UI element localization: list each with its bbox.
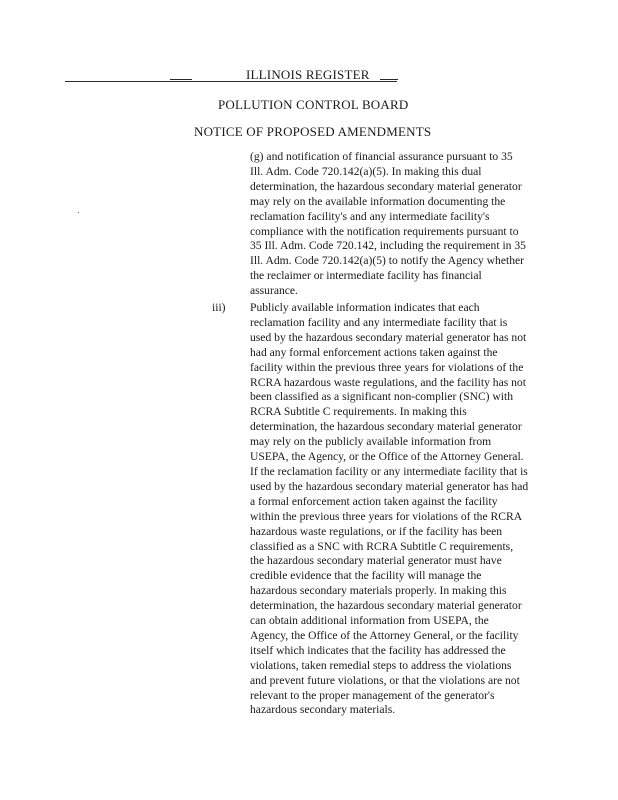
header-rule-tick-right [380,79,398,80]
text-line: used by the hazardous secondary material generator has had [250,479,529,493]
register-title: ILLINOIS REGISTER [246,67,370,82]
header-rule-tick-left [170,79,192,80]
text-line: had any formal enforcement actions taken against the [250,345,498,359]
text-line: reclamation facility's and any intermediate facility's [250,209,490,223]
text-line: may rely on the available information documenting the [250,194,506,208]
text-line: violations, taken remedial steps to address the violations [250,658,512,672]
text-line: (g) and notification of financial assurance pursuant to 35 [250,150,513,163]
text-line: determination, the hazardous secondary material generator [250,599,522,613]
text-line: a formal enforcement action taken against the facility [250,494,498,508]
text-line: hazardous secondary materials properly. In making this [250,584,507,598]
text-line: credible evidence that the facility will manage the [250,569,482,583]
text-line: hazardous secondary materials. [250,703,396,717]
text-line: may rely on the publicly available information from [250,435,492,449]
text-line: compliance with the notification requirements pursuant to [250,224,519,238]
header-rule [65,81,397,82]
text-line: determination, the hazardous secondary material generator [250,179,522,193]
board-title: POLLUTION CONTROL BOARD [218,97,409,112]
item-iii-marker: iii) [212,301,226,314]
text-line: and prevent future violations, or that the violations are not [250,673,520,687]
scan-speck [78,212,79,213]
text-line: facility within the previous three years for violations of the [250,360,524,374]
text-line: itself which indicates that the facility has addressed the [250,643,506,657]
text-line: USEPA, the Agency, or the Office of the Attorney General. [250,450,524,464]
text-line: the hazardous secondary material generator must have [250,554,502,568]
text-line: Publicly available information indicates that each [250,301,480,314]
text-line: been classified as a significant non-complier (SNC) with [250,390,514,404]
text-line: If the reclamation facility or any intermediate facility that is [250,464,528,478]
item-iii-paragraph [250,301,542,718]
text-line: the reclaimer or intermediate facility has financial [250,269,482,283]
text-line: relevant to the proper management of the generator's [250,688,495,702]
text-line: Ill. Adm. Code 720.142(a)(5) to notify the Agency whether [250,254,525,268]
text-line: can obtain additional information from USEPA, the [250,614,489,628]
notice-title: NOTICE OF PROPOSED AMENDMENTS [194,124,432,139]
text-line: 35 Ill. Adm. Code 720.142, including the requirement in 35 [250,239,526,253]
text-line: RCRA Subtitle C requirements. In making this [250,405,467,419]
text-line: hazardous waste regulations, or if the facility has been [250,524,503,538]
text-line: used by the hazardous secondary material generator has not [250,330,527,344]
continuation-paragraph [250,150,542,299]
text-line: classified as a SNC with RCRA Subtitle C requirements, [250,539,514,553]
text-line: reclamation facility and any intermediate facility that is [250,315,508,329]
text-line: Agency, the Office of the Attorney General, or the facility [250,628,519,642]
text-line: Ill. Adm. Code 720.142(a)(5). In making this dual [250,164,482,178]
text-line: within the previous three years for violations of the RCRA [250,509,523,523]
text-line: RCRA hazardous waste regulations, and the facility has not [250,375,526,389]
text-line: assurance. [250,284,298,298]
text-line: determination, the hazardous secondary material generator [250,420,522,434]
